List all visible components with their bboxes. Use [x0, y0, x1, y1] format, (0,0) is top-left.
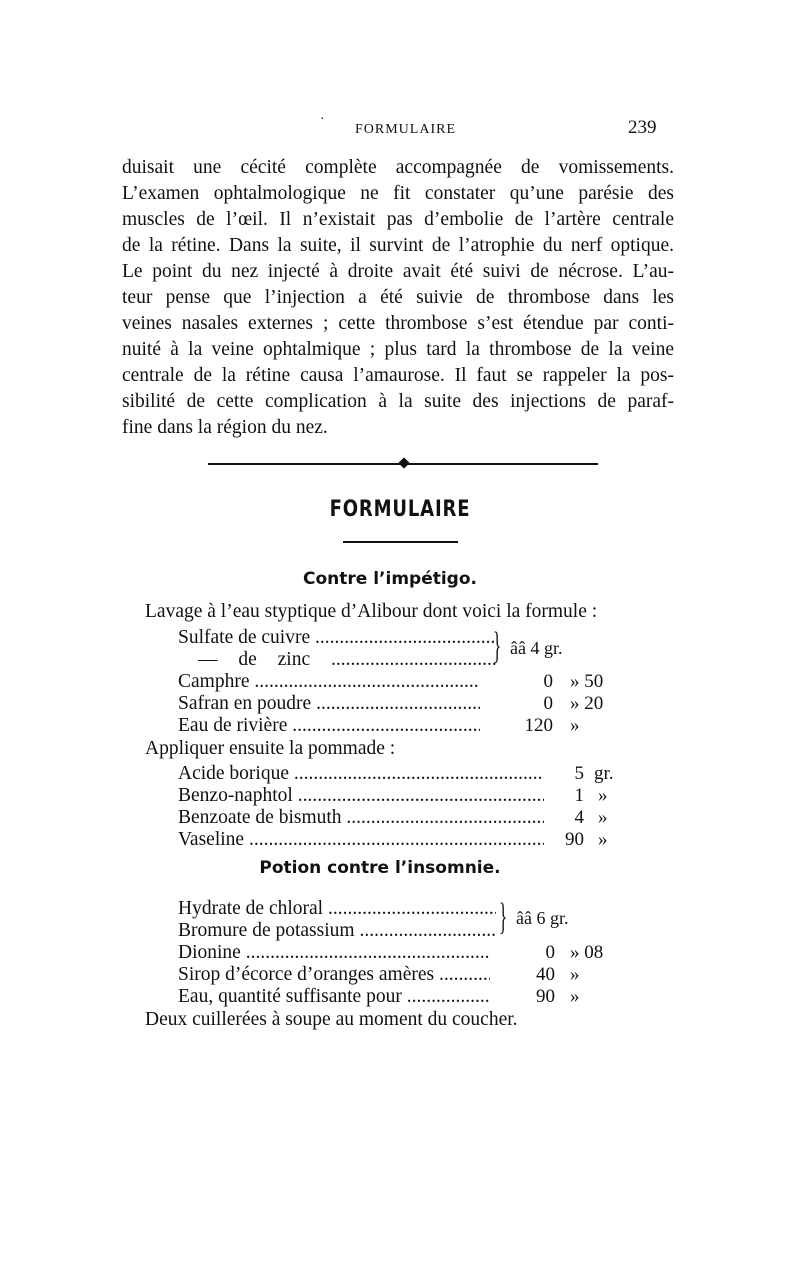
ingredient-unit: » — [598, 829, 608, 850]
section-title: FORMULAIRE — [329, 497, 471, 522]
body-line: sibilité de cette complication à la suite des injections de paraf- — [122, 391, 674, 412]
running-header-title: FORMULAIRE — [355, 122, 457, 137]
ingredient-qty: 90 — [565, 829, 584, 850]
pommade-intro: Appliquer ensuite la pommade : — [145, 738, 396, 759]
impetigo-heading: Contre l’impétigo. — [302, 569, 477, 589]
ingredient-unit: » 20 — [570, 693, 604, 714]
ingredient-name: Sulfate de cuivre ..... — [178, 627, 496, 649]
ingredient-name: Benzoate de bismuth ..... — [178, 807, 544, 829]
ingredient-qty: 0 — [543, 671, 553, 692]
body-line: Le point du nez injecté à droite avait été suivi de nécrose. L’au- — [122, 261, 674, 282]
ingredient-unit: » — [570, 964, 580, 985]
header-mark: · — [320, 112, 325, 127]
ingredient-qty: 1 — [574, 785, 584, 806]
ingredient-name: Acide borique ..... — [178, 763, 544, 785]
ingredient-unit: gr. — [594, 763, 614, 784]
group-quantity: ââ 6 gr. — [516, 908, 569, 928]
body-line: fine dans la région du nez. — [122, 417, 328, 438]
ingredient-unit: » — [598, 807, 608, 828]
body-line: duisait une cécité complète accompagnée de vomissements. — [122, 157, 674, 178]
ingredient-qty: 90 — [536, 986, 555, 1007]
body-line: teur pense que l’injection a été suivie de thrombose dans les — [122, 287, 674, 308]
ingredient-name: Hydrate de chloral ..... — [178, 898, 496, 920]
brace: } — [493, 625, 502, 667]
ingredient-qty: 0 — [545, 942, 555, 963]
insomnie-heading: Potion contre l’insomnie. — [259, 858, 501, 878]
body-line: de la rétine. Dans la suite, il survint de l’atrophie du nerf optique. — [122, 235, 674, 256]
ingredient-qty: 5 — [574, 763, 584, 784]
ingredient-qty: 40 — [536, 964, 555, 985]
brace: } — [499, 896, 508, 938]
ingredient-name: Benzo-naphtol ..... — [178, 785, 544, 807]
rule-ornament — [398, 457, 409, 468]
ingredient-name: Camphre ..... — [178, 671, 480, 693]
body-line: centrale de la rétine causa l’amaurose. Il faut se rappeler la pos- — [122, 365, 674, 386]
ingredient-qty: 4 — [574, 807, 584, 828]
ingredient-qty: 0 — [543, 693, 553, 714]
ingredient-name: Safran en poudre ..... — [178, 693, 480, 715]
body-line: veines nasales externes ; cette thrombose s’est étendue par conti- — [122, 313, 674, 334]
ingredient-unit: » 08 — [570, 942, 604, 963]
ingredient-name: Eau, quantité suffisante pour ..... — [178, 986, 490, 1008]
ingredient-name: Eau de rivière ..... — [178, 715, 480, 737]
body-line: L’examen ophtalmologique ne fit constater qu’une parésie des — [122, 183, 674, 204]
body-line: nuité à la veine ophtalmique ; plus tard la thrombose de la veine — [122, 339, 674, 360]
impetigo-intro: Lavage à l’eau styptique d’Alibour dont voici la formule : — [145, 601, 598, 622]
ingredient-name: Bromure de potassium ..... — [178, 920, 496, 942]
ingredient-unit: » — [570, 715, 580, 736]
ingredient-unit: » 50 — [570, 671, 604, 692]
ingredient-unit: » — [598, 785, 608, 806]
ingredient-name: Sirop d’écorce d’oranges amères ..... — [178, 964, 490, 986]
ingredient-name: Dionine ..... — [178, 942, 490, 964]
title-underline — [343, 541, 458, 543]
ingredient-qty: 120 — [524, 715, 553, 736]
group-quantity: ââ 4 gr. — [510, 638, 563, 658]
insomnie-closing: Deux cuillerées à soupe au moment du coucher. — [145, 1009, 518, 1030]
ingredient-name: — de zinc ..... — [198, 649, 496, 671]
body-line: muscles de l’œil. Il n’existait pas d’embolie de l’artère centrale — [122, 209, 674, 230]
page-number: 239 — [628, 117, 657, 138]
ingredient-name: Vaseline ..... — [178, 829, 544, 851]
ingredient-unit: » — [570, 986, 580, 1007]
